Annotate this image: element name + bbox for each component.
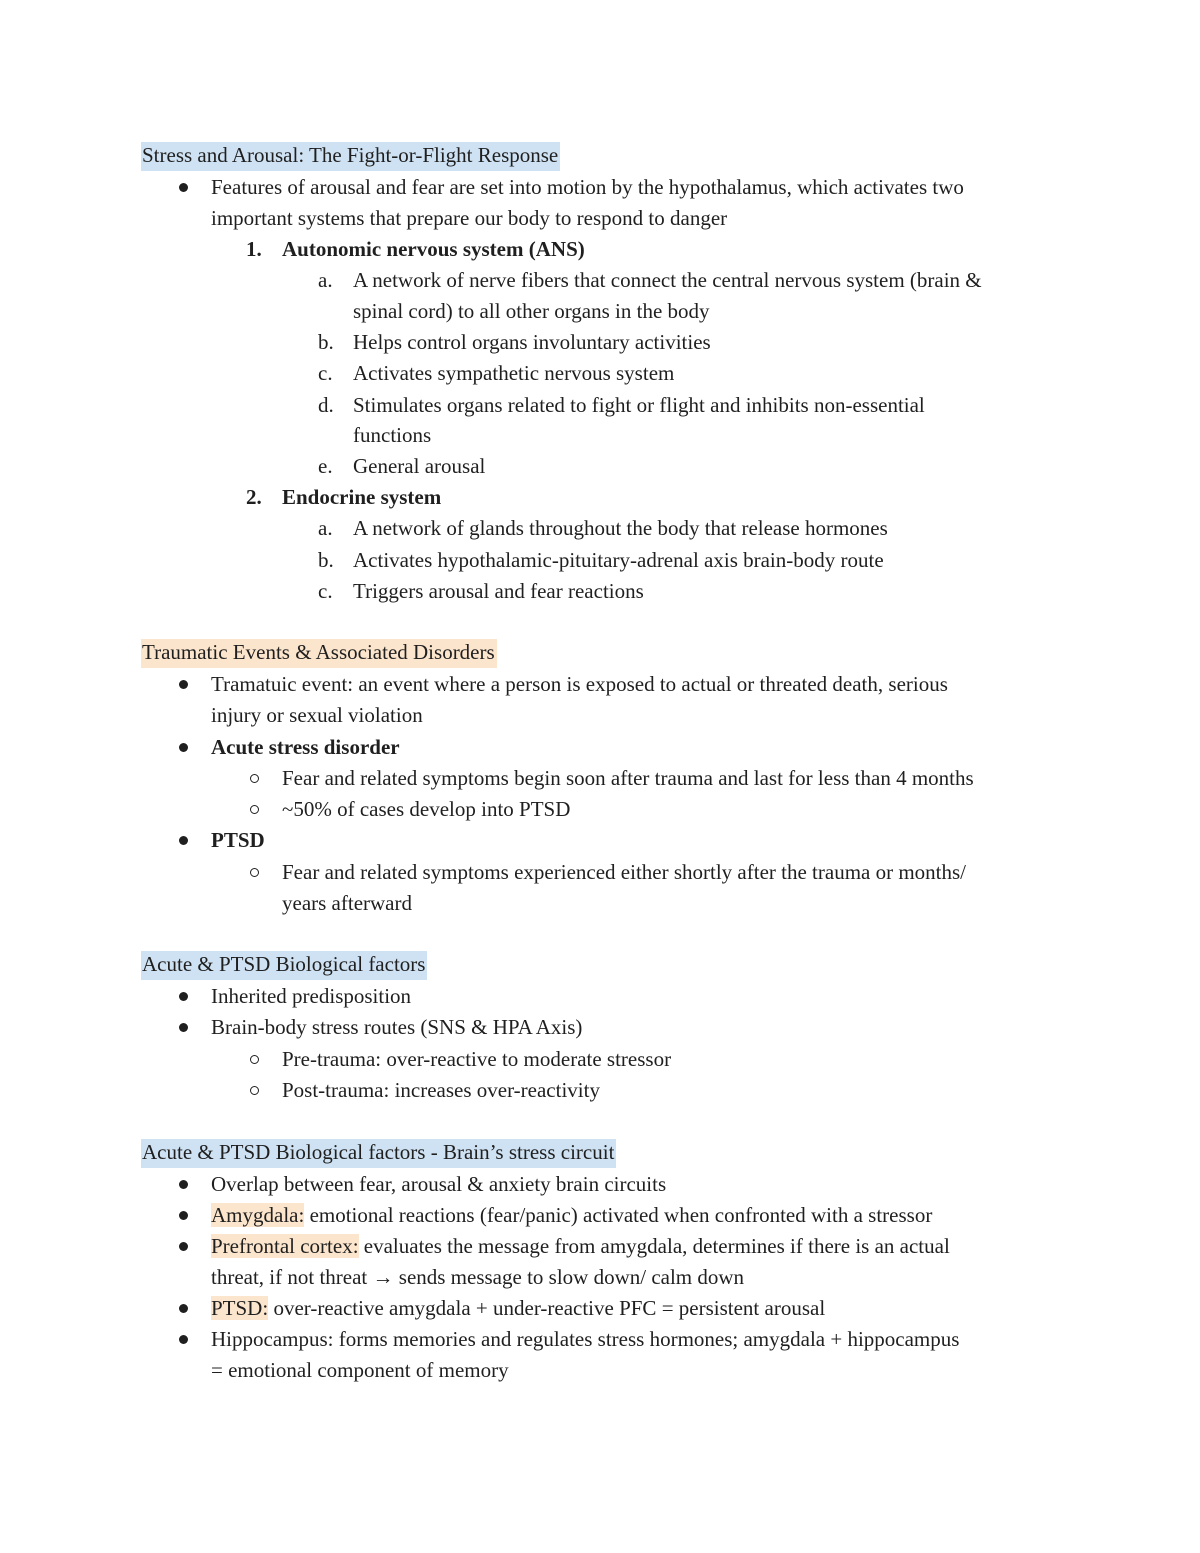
system-title-ans: Autonomic nervous system (ANS) (282, 237, 585, 261)
term-definition: over-reactive amygdala + under-reactive PFC = persistent arousal (268, 1296, 826, 1320)
hollow-bullet-icon (250, 805, 259, 814)
bullet-title-ptsd: PTSD (211, 828, 265, 852)
list-item-text: Stimulates organs related to fight or flight and inhibits non-essential (353, 393, 925, 417)
hollow-bullet-icon (250, 1086, 259, 1095)
list-item-text: Activates hypothalamic-pituitary-adrenal axis brain-body route (353, 548, 884, 572)
bullet-text: Brain-body stress routes (SNS & HPA Axis) (211, 1015, 583, 1039)
list-letter: d. (318, 393, 334, 417)
term-definition: evaluates the message from amygdala, determines if there is an actual (358, 1234, 950, 1258)
bullet-icon (179, 1335, 188, 1344)
bullet-text: Features of arousal and fear are set into motion by the hypothalamus, which activates two (211, 175, 964, 199)
bullet-icon (179, 1180, 188, 1189)
hollow-bullet-icon (250, 868, 259, 877)
sub-bullet-text: Pre-trauma: over-reactive to moderate stressor (282, 1047, 672, 1071)
list-item-text: General arousal (353, 454, 486, 478)
bullet-text (211, 1231, 950, 1262)
bullet-title-acute-stress: Acute stress disorder (211, 735, 400, 759)
list-letter: b. (318, 548, 334, 572)
section-heading-stress-arousal: Stress and Arousal: The Fight-or-Flight Response (141, 142, 560, 171)
list-item-text-continued: functions (353, 423, 432, 447)
sub-bullet-text: Fear and related symptoms begin soon after trauma and last for less than 4 months (282, 766, 974, 790)
bullet-icon (179, 992, 188, 1001)
system-title-endocrine: Endocrine system (282, 485, 442, 509)
bullet-text: Tramatuic event: an event where a person is exposed to actual or threated death, serious (211, 672, 948, 696)
bullet-icon (179, 743, 188, 752)
term-ptsd: PTSD: (211, 1296, 269, 1320)
bullet-text (211, 1293, 825, 1324)
bullet-text-continued: important systems that prepare our body to respond to danger (211, 206, 728, 230)
section-heading-biological-factors: Acute & PTSD Biological factors (141, 951, 427, 980)
sub-bullet-text-continued: years afterward (282, 891, 412, 915)
list-letter: c. (318, 361, 333, 385)
bullet-text-continued: injury or sexual violation (211, 703, 423, 727)
bullet-text: Hippocampus: forms memories and regulates stress hormones; amygdala + hippocampus (211, 1327, 960, 1351)
hollow-bullet-icon (250, 1055, 259, 1064)
term-prefrontal-cortex: Prefrontal cortex: (211, 1234, 359, 1258)
bullet-icon (179, 680, 188, 689)
bullet-icon (179, 1211, 188, 1220)
hollow-bullet-icon (250, 774, 259, 783)
sub-bullet-text: Post-trauma: increases over-reactivity (282, 1078, 600, 1102)
section-heading-traumatic-events: Traumatic Events & Associated Disorders (141, 639, 497, 668)
bullet-icon (179, 1242, 188, 1251)
term-amygdala: Amygdala: (211, 1203, 305, 1227)
list-letter: e. (318, 454, 333, 478)
bullet-icon (179, 836, 188, 845)
bullet-text (211, 1200, 932, 1231)
list-item-text: Activates sympathetic nervous system (353, 361, 675, 385)
bullet-icon (179, 1304, 188, 1313)
sub-bullet-text: ~50% of cases develop into PTSD (282, 797, 571, 821)
list-number: 1. (246, 237, 262, 261)
bullet-text: Overlap between fear, arousal & anxiety brain circuits (211, 1172, 667, 1196)
bullet-text: Inherited predisposition (211, 984, 412, 1008)
bullet-text-continued: threat, if not threat → sends message to slow down/ calm down (211, 1265, 745, 1289)
bullet-text-continued: = emotional component of memory (211, 1358, 509, 1382)
list-letter: a. (318, 516, 333, 540)
list-letter: a. (318, 268, 333, 292)
list-item-text: A network of glands throughout the body that release hormones (353, 516, 888, 540)
bullet-icon (179, 1023, 188, 1032)
section-heading-brain-stress-circuit: Acute & PTSD Biological factors - Brain’s stress circuit (141, 1139, 616, 1168)
bullet-icon (179, 183, 188, 192)
sub-bullet-text: Fear and related symptoms experienced either shortly after the trauma or months/ (282, 860, 967, 884)
list-number: 2. (246, 485, 262, 509)
term-definition: emotional reactions (fear/panic) activated when confronted with a stressor (304, 1203, 933, 1227)
list-item-text: Helps control organs involuntary activities (353, 330, 711, 354)
list-letter: c. (318, 579, 333, 603)
list-item-text: Triggers arousal and fear reactions (353, 579, 644, 603)
list-item-text-continued: spinal cord) to all other organs in the body (353, 299, 710, 323)
list-item-text: A network of nerve fibers that connect the central nervous system (brain & (353, 268, 982, 292)
list-letter: b. (318, 330, 334, 354)
